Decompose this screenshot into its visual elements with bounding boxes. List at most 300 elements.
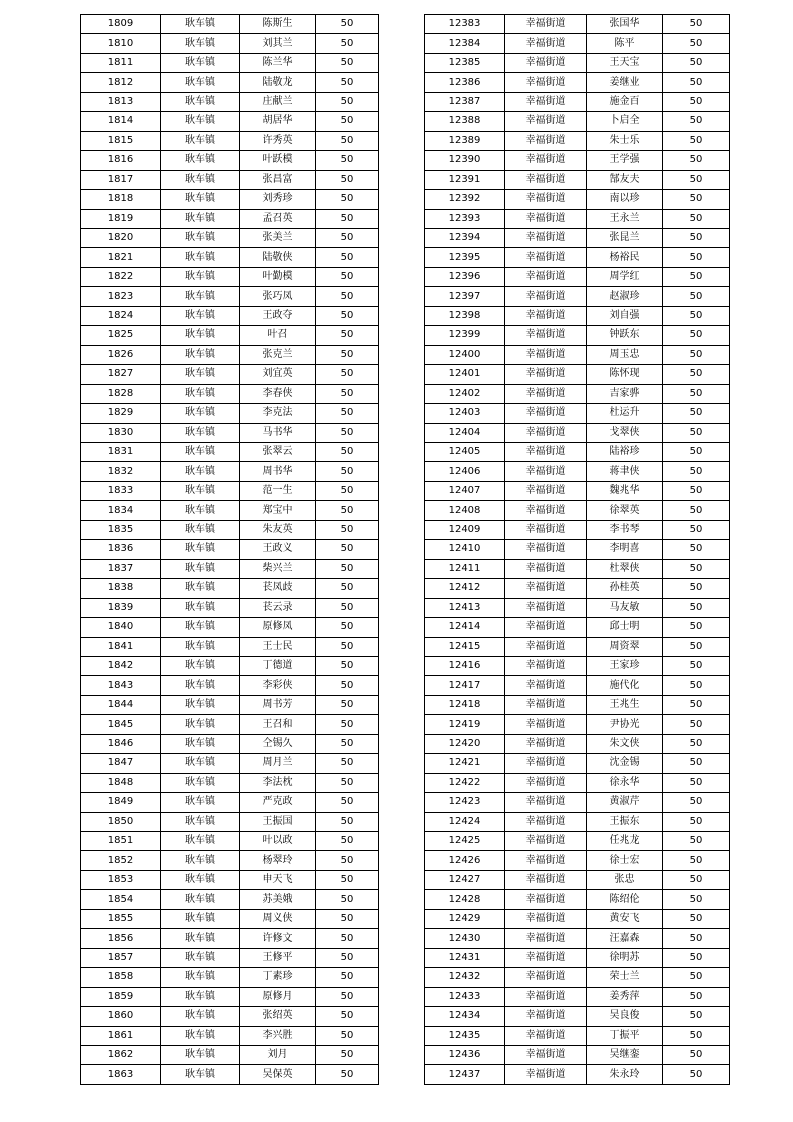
table-row xyxy=(425,987,730,1006)
town-cell: 耿车镇 xyxy=(161,15,240,34)
name-cell: 陈绍伦 xyxy=(587,890,663,909)
town-cell: 耿车镇 xyxy=(161,151,240,170)
row-number-cell: 12432 xyxy=(425,968,505,987)
town-cell: 幸福街道 xyxy=(505,1007,587,1026)
row-number-cell: 1861 xyxy=(81,1026,161,1045)
name-cell: 原修凤 xyxy=(240,618,316,637)
amount-cell: 50 xyxy=(663,520,730,539)
amount-cell: 50 xyxy=(663,190,730,209)
amount-cell: 50 xyxy=(663,715,730,734)
row-number-cell: 1846 xyxy=(81,734,161,753)
amount-cell: 50 xyxy=(316,793,379,812)
amount-cell: 50 xyxy=(663,618,730,637)
amount-cell: 50 xyxy=(663,228,730,247)
amount-cell: 50 xyxy=(663,948,730,967)
town-cell: 幸福街道 xyxy=(505,248,587,267)
table-row xyxy=(81,987,379,1006)
name-cell: 陆敬侠 xyxy=(240,248,316,267)
amount-cell: 50 xyxy=(663,1065,730,1084)
amount-cell: 50 xyxy=(316,92,379,111)
row-number-cell: 1855 xyxy=(81,909,161,928)
town-cell: 耿车镇 xyxy=(161,540,240,559)
row-number-cell: 12385 xyxy=(425,53,505,72)
table-row xyxy=(425,676,730,695)
town-cell: 幸福街道 xyxy=(505,754,587,773)
name-cell: 孙桂英 xyxy=(587,579,663,598)
town-cell: 耿车镇 xyxy=(161,793,240,812)
name-cell: 刘月 xyxy=(240,1046,316,1065)
amount-cell: 50 xyxy=(663,695,730,714)
row-number-cell: 1854 xyxy=(81,890,161,909)
row-number-cell: 12398 xyxy=(425,306,505,325)
town-cell: 幸福街道 xyxy=(505,34,587,53)
row-number-cell: 12402 xyxy=(425,384,505,403)
table-row xyxy=(425,423,730,442)
table-row xyxy=(425,287,730,306)
table-row xyxy=(425,890,730,909)
town-cell: 耿车镇 xyxy=(161,579,240,598)
name-cell: 周资翠 xyxy=(587,637,663,656)
table-row xyxy=(425,968,730,987)
town-cell: 耿车镇 xyxy=(161,112,240,131)
amount-cell: 50 xyxy=(316,676,379,695)
town-cell: 幸福街道 xyxy=(505,384,587,403)
amount-cell: 50 xyxy=(663,598,730,617)
name-cell: 王振东 xyxy=(587,812,663,831)
row-number-cell: 12414 xyxy=(425,618,505,637)
town-cell: 幸福街道 xyxy=(505,870,587,889)
amount-cell: 50 xyxy=(316,423,379,442)
table-row xyxy=(425,228,730,247)
name-cell: 徐明苏 xyxy=(587,948,663,967)
name-cell: 黄安飞 xyxy=(587,909,663,928)
table-row xyxy=(81,929,379,948)
amount-cell: 50 xyxy=(316,520,379,539)
town-cell: 耿车镇 xyxy=(161,462,240,481)
amount-cell: 50 xyxy=(316,812,379,831)
name-cell: 魏兆华 xyxy=(587,481,663,500)
amount-cell: 50 xyxy=(663,909,730,928)
row-number-cell: 12386 xyxy=(425,73,505,92)
amount-cell: 50 xyxy=(316,734,379,753)
amount-cell: 50 xyxy=(316,73,379,92)
table-row xyxy=(425,481,730,500)
amount-cell: 50 xyxy=(663,462,730,481)
name-cell: 严克政 xyxy=(240,793,316,812)
row-number-cell: 1811 xyxy=(81,53,161,72)
town-cell: 耿车镇 xyxy=(161,695,240,714)
amount-cell: 50 xyxy=(663,793,730,812)
town-cell: 幸福街道 xyxy=(505,793,587,812)
row-number-cell: 12424 xyxy=(425,812,505,831)
town-cell: 幸福街道 xyxy=(505,929,587,948)
table-row xyxy=(425,929,730,948)
name-cell: 李法枕 xyxy=(240,773,316,792)
table-row xyxy=(425,248,730,267)
amount-cell: 50 xyxy=(316,384,379,403)
name-cell: 叶勤模 xyxy=(240,267,316,286)
amount-cell: 50 xyxy=(663,656,730,675)
amount-cell: 50 xyxy=(316,306,379,325)
row-number-cell: 12411 xyxy=(425,559,505,578)
right-roster-table xyxy=(424,14,730,1085)
name-cell: 郑宝中 xyxy=(240,501,316,520)
town-cell: 耿车镇 xyxy=(161,345,240,364)
town-cell: 幸福街道 xyxy=(505,112,587,131)
town-cell: 幸福街道 xyxy=(505,345,587,364)
row-number-cell: 1826 xyxy=(81,345,161,364)
amount-cell: 50 xyxy=(316,228,379,247)
name-cell: 徐永华 xyxy=(587,773,663,792)
town-cell: 幸福街道 xyxy=(505,462,587,481)
table-row xyxy=(81,676,379,695)
town-cell: 幸福街道 xyxy=(505,1026,587,1045)
town-cell: 耿车镇 xyxy=(161,73,240,92)
name-cell: 李克法 xyxy=(240,404,316,423)
amount-cell: 50 xyxy=(663,404,730,423)
row-number-cell: 1821 xyxy=(81,248,161,267)
town-cell: 耿车镇 xyxy=(161,909,240,928)
amount-cell: 50 xyxy=(316,1007,379,1026)
town-cell: 幸福街道 xyxy=(505,501,587,520)
amount-cell: 50 xyxy=(316,365,379,384)
row-number-cell: 1813 xyxy=(81,92,161,111)
table-row xyxy=(81,15,379,34)
table-row xyxy=(425,812,730,831)
amount-cell: 50 xyxy=(663,540,730,559)
table-row xyxy=(425,909,730,928)
amount-cell: 50 xyxy=(316,267,379,286)
row-number-cell: 1819 xyxy=(81,209,161,228)
name-cell: 周玉忠 xyxy=(587,345,663,364)
row-number-cell: 1810 xyxy=(81,34,161,53)
row-number-cell: 1837 xyxy=(81,559,161,578)
name-cell: 任兆龙 xyxy=(587,832,663,851)
row-number-cell: 1833 xyxy=(81,481,161,500)
town-cell: 耿车镇 xyxy=(161,715,240,734)
table-row xyxy=(81,579,379,598)
table-row xyxy=(81,832,379,851)
name-cell: 王天宝 xyxy=(587,53,663,72)
table-row xyxy=(425,190,730,209)
table-row xyxy=(81,540,379,559)
town-cell: 耿车镇 xyxy=(161,754,240,773)
amount-cell: 50 xyxy=(663,987,730,1006)
name-cell: 朱文侠 xyxy=(587,734,663,753)
name-cell: 原修月 xyxy=(240,987,316,1006)
row-number-cell: 12421 xyxy=(425,754,505,773)
row-number-cell: 1845 xyxy=(81,715,161,734)
row-number-cell: 12418 xyxy=(425,695,505,714)
town-cell: 幸福街道 xyxy=(505,209,587,228)
row-number-cell: 12435 xyxy=(425,1026,505,1045)
name-cell: 王政义 xyxy=(240,540,316,559)
town-cell: 幸福街道 xyxy=(505,228,587,247)
row-number-cell: 1828 xyxy=(81,384,161,403)
name-cell: 胡居华 xyxy=(240,112,316,131)
row-number-cell: 12419 xyxy=(425,715,505,734)
amount-cell: 50 xyxy=(663,53,730,72)
row-number-cell: 1852 xyxy=(81,851,161,870)
left-roster-table xyxy=(80,14,379,1085)
amount-cell: 50 xyxy=(663,579,730,598)
row-number-cell: 12394 xyxy=(425,228,505,247)
town-cell: 幸福街道 xyxy=(505,579,587,598)
town-cell: 幸福街道 xyxy=(505,267,587,286)
row-number-cell: 1820 xyxy=(81,228,161,247)
row-number-cell: 1849 xyxy=(81,793,161,812)
table-row xyxy=(81,754,379,773)
name-cell: 刘其兰 xyxy=(240,34,316,53)
amount-cell: 50 xyxy=(316,890,379,909)
row-number-cell: 12403 xyxy=(425,404,505,423)
row-number-cell: 1829 xyxy=(81,404,161,423)
town-cell: 幸福街道 xyxy=(505,53,587,72)
amount-cell: 50 xyxy=(663,481,730,500)
table-row xyxy=(425,1046,730,1065)
town-cell: 幸福街道 xyxy=(505,365,587,384)
amount-cell: 50 xyxy=(663,384,730,403)
amount-cell: 50 xyxy=(316,968,379,987)
table-row xyxy=(81,793,379,812)
name-cell: 荣士兰 xyxy=(587,968,663,987)
row-number-cell: 12387 xyxy=(425,92,505,111)
town-cell: 幸福街道 xyxy=(505,15,587,34)
town-cell: 幸福街道 xyxy=(505,890,587,909)
amount-cell: 50 xyxy=(663,15,730,34)
town-cell: 幸福街道 xyxy=(505,948,587,967)
amount-cell: 50 xyxy=(316,656,379,675)
amount-cell: 50 xyxy=(316,170,379,189)
town-cell: 耿车镇 xyxy=(161,501,240,520)
name-cell: 柴兴兰 xyxy=(240,559,316,578)
name-cell: 施金百 xyxy=(587,92,663,111)
table-row xyxy=(425,793,730,812)
amount-cell: 50 xyxy=(663,73,730,92)
table-row xyxy=(425,15,730,34)
name-cell: 申天飞 xyxy=(240,870,316,889)
row-number-cell: 1824 xyxy=(81,306,161,325)
row-number-cell: 1840 xyxy=(81,618,161,637)
amount-cell: 50 xyxy=(316,598,379,617)
table-row xyxy=(81,423,379,442)
name-cell: 王兆生 xyxy=(587,695,663,714)
amount-cell: 50 xyxy=(663,248,730,267)
table-row xyxy=(425,73,730,92)
row-number-cell: 12397 xyxy=(425,287,505,306)
name-cell: 李兴胜 xyxy=(240,1026,316,1045)
name-cell: 张忠 xyxy=(587,870,663,889)
row-number-cell: 1809 xyxy=(81,15,161,34)
table-row xyxy=(81,34,379,53)
amount-cell: 50 xyxy=(663,131,730,150)
table-row xyxy=(425,92,730,111)
table-row xyxy=(425,559,730,578)
row-number-cell: 1859 xyxy=(81,987,161,1006)
row-number-cell: 12436 xyxy=(425,1046,505,1065)
town-cell: 耿车镇 xyxy=(161,1065,240,1084)
name-cell: 周月兰 xyxy=(240,754,316,773)
town-cell: 幸福街道 xyxy=(505,481,587,500)
name-cell: 张昌富 xyxy=(240,170,316,189)
name-cell: 王士民 xyxy=(240,637,316,656)
town-cell: 幸福街道 xyxy=(505,73,587,92)
table-row xyxy=(425,734,730,753)
town-cell: 幸福街道 xyxy=(505,715,587,734)
table-row xyxy=(425,326,730,345)
amount-cell: 50 xyxy=(663,151,730,170)
table-row xyxy=(81,287,379,306)
row-number-cell: 1843 xyxy=(81,676,161,695)
table-row xyxy=(81,209,379,228)
row-number-cell: 1839 xyxy=(81,598,161,617)
amount-cell: 50 xyxy=(663,812,730,831)
town-cell: 耿车镇 xyxy=(161,306,240,325)
amount-cell: 50 xyxy=(316,131,379,150)
table-row xyxy=(81,501,379,520)
town-cell: 耿车镇 xyxy=(161,190,240,209)
name-cell: 张巧凤 xyxy=(240,287,316,306)
row-number-cell: 12427 xyxy=(425,870,505,889)
row-number-cell: 12396 xyxy=(425,267,505,286)
table-row xyxy=(425,832,730,851)
table-row xyxy=(81,345,379,364)
row-number-cell: 1831 xyxy=(81,442,161,461)
name-cell: 范一生 xyxy=(240,481,316,500)
name-cell: 丁素珍 xyxy=(240,968,316,987)
row-number-cell: 12410 xyxy=(425,540,505,559)
table-row xyxy=(81,326,379,345)
row-number-cell: 12434 xyxy=(425,1007,505,1026)
table-row xyxy=(81,851,379,870)
name-cell: 施代化 xyxy=(587,676,663,695)
amount-cell: 50 xyxy=(663,442,730,461)
amount-cell: 50 xyxy=(663,423,730,442)
amount-cell: 50 xyxy=(663,112,730,131)
amount-cell: 50 xyxy=(663,501,730,520)
name-cell: 张绍英 xyxy=(240,1007,316,1026)
table-row xyxy=(81,151,379,170)
amount-cell: 50 xyxy=(316,851,379,870)
row-number-cell: 12409 xyxy=(425,520,505,539)
table-row xyxy=(81,656,379,675)
table-row xyxy=(81,170,379,189)
name-cell: 李明喜 xyxy=(587,540,663,559)
amount-cell: 50 xyxy=(663,870,730,889)
name-cell: 苌凤歧 xyxy=(240,579,316,598)
table-row xyxy=(425,267,730,286)
amount-cell: 50 xyxy=(663,92,730,111)
table-row xyxy=(425,540,730,559)
town-cell: 幸福街道 xyxy=(505,656,587,675)
name-cell: 王政夺 xyxy=(240,306,316,325)
name-cell: 孟召英 xyxy=(240,209,316,228)
table-row xyxy=(425,1007,730,1026)
row-number-cell: 1836 xyxy=(81,540,161,559)
name-cell: 吴保英 xyxy=(240,1065,316,1084)
row-number-cell: 1857 xyxy=(81,948,161,967)
row-number-cell: 1847 xyxy=(81,754,161,773)
table-row xyxy=(425,948,730,967)
town-cell: 耿车镇 xyxy=(161,209,240,228)
table-row xyxy=(425,462,730,481)
town-cell: 幸福街道 xyxy=(505,404,587,423)
name-cell: 赵淑珍 xyxy=(587,287,663,306)
town-cell: 耿车镇 xyxy=(161,676,240,695)
amount-cell: 50 xyxy=(316,15,379,34)
name-cell: 尹协光 xyxy=(587,715,663,734)
row-number-cell: 12389 xyxy=(425,131,505,150)
name-cell: 王修平 xyxy=(240,948,316,967)
amount-cell: 50 xyxy=(316,695,379,714)
row-number-cell: 12383 xyxy=(425,15,505,34)
name-cell: 苏美娥 xyxy=(240,890,316,909)
row-number-cell: 1825 xyxy=(81,326,161,345)
row-number-cell: 1844 xyxy=(81,695,161,714)
row-number-cell: 12401 xyxy=(425,365,505,384)
row-number-cell: 12423 xyxy=(425,793,505,812)
row-number-cell: 1863 xyxy=(81,1065,161,1084)
row-number-cell: 1817 xyxy=(81,170,161,189)
name-cell: 张克兰 xyxy=(240,345,316,364)
table-row xyxy=(425,1026,730,1045)
amount-cell: 50 xyxy=(663,734,730,753)
row-number-cell: 12425 xyxy=(425,832,505,851)
amount-cell: 50 xyxy=(316,540,379,559)
row-number-cell: 1827 xyxy=(81,365,161,384)
amount-cell: 50 xyxy=(663,1046,730,1065)
row-number-cell: 1830 xyxy=(81,423,161,442)
name-cell: 刘秀珍 xyxy=(240,190,316,209)
town-cell: 耿车镇 xyxy=(161,929,240,948)
town-cell: 幸福街道 xyxy=(505,540,587,559)
town-cell: 耿车镇 xyxy=(161,384,240,403)
name-cell: 许修文 xyxy=(240,929,316,948)
amount-cell: 50 xyxy=(663,676,730,695)
name-cell: 陈平 xyxy=(587,34,663,53)
table-row xyxy=(425,1065,730,1084)
town-cell: 耿车镇 xyxy=(161,442,240,461)
table-row xyxy=(81,715,379,734)
name-cell: 王学强 xyxy=(587,151,663,170)
town-cell: 耿车镇 xyxy=(161,656,240,675)
amount-cell: 50 xyxy=(316,151,379,170)
name-cell: 钟跃东 xyxy=(587,326,663,345)
amount-cell: 50 xyxy=(316,618,379,637)
amount-cell: 50 xyxy=(316,462,379,481)
row-number-cell: 12405 xyxy=(425,442,505,461)
row-number-cell: 12384 xyxy=(425,34,505,53)
right-roster-body xyxy=(425,15,730,1085)
name-cell: 戈翠侠 xyxy=(587,423,663,442)
table-row xyxy=(81,520,379,539)
row-number-cell: 1823 xyxy=(81,287,161,306)
name-cell: 苌云录 xyxy=(240,598,316,617)
name-cell: 邱士明 xyxy=(587,618,663,637)
table-row xyxy=(81,890,379,909)
name-cell: 杜翠侠 xyxy=(587,559,663,578)
amount-cell: 50 xyxy=(316,929,379,948)
town-cell: 幸福街道 xyxy=(505,676,587,695)
table-row xyxy=(425,34,730,53)
table-row xyxy=(425,442,730,461)
name-cell: 周书芳 xyxy=(240,695,316,714)
row-number-cell: 12429 xyxy=(425,909,505,928)
name-cell: 陆裕珍 xyxy=(587,442,663,461)
table-row xyxy=(425,618,730,637)
town-cell: 耿车镇 xyxy=(161,851,240,870)
row-number-cell: 12391 xyxy=(425,170,505,189)
